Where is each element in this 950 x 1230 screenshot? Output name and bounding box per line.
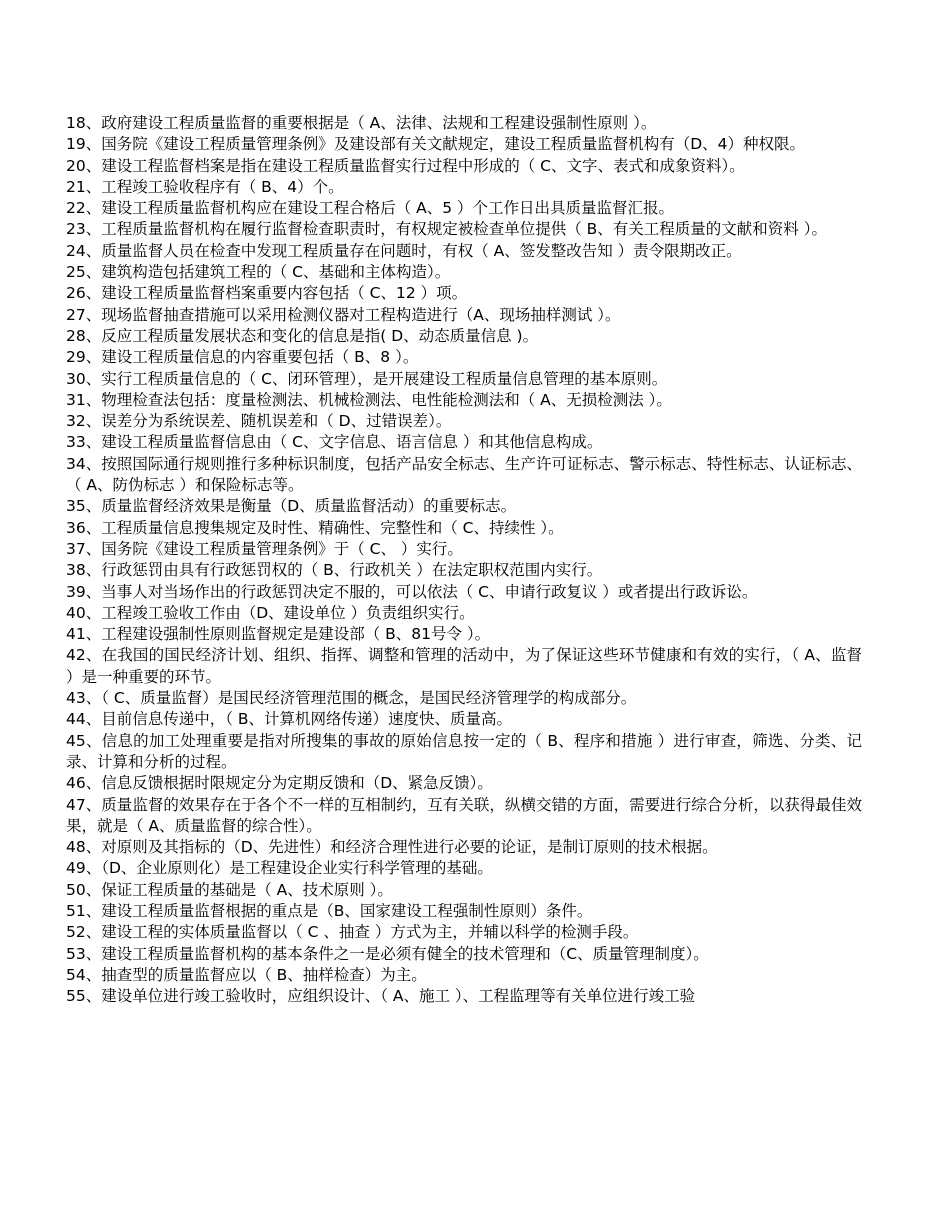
document-page bbox=[66, 113, 862, 1007]
question-item-44: 44、目前信息传递中，（ B、计算机网络传递）速度快、质量高。 bbox=[66, 710, 513, 729]
question-item-46: 46、信息反馈根据时限规定分为定期反馈和（D、紧急反馈）。 bbox=[66, 774, 493, 793]
question-item-23: 23、工程质量监督机构在履行监督检查职责时，有权规定被检查单位提供（ B、有关工程质量的文献和资料 ）。 bbox=[66, 220, 827, 239]
question-item-35: 35、质量监督经济效果是衡量（D、质量监督活动）的重要标志。 bbox=[66, 497, 517, 516]
question-item-47: 47、质量监督的效果存在于各个不一样的互相制约，互有关联，纵横交错的方面，需要进行综合分析，以获得最佳效果，就是（ A、质量监督的综合性）。 bbox=[66, 795, 862, 835]
question-item-30: 30、实行工程质量信息的（ C、闭环管理），是开展建设工程质量信息管理的基本原则。 bbox=[66, 369, 668, 388]
question-item-45: 45、信息的加工处理重要是指对所搜集的事故的原始信息按一定的（ B、程序和措施 ）进行审查，筛选、分类、记录、计算和分析的过程。 bbox=[66, 731, 862, 771]
question-item-28: 28、反应工程质量发展状态和变化的信息是指( D、动态质量信息 )。 bbox=[66, 326, 539, 345]
question-item-49: 49、（D、企业原则化）是工程建设企业实行科学管理的基础。 bbox=[66, 859, 493, 878]
question-item-19: 19、国务院《建设工程质量管理条例》及建设部有关文献规定，建设工程质量监督机构有（D、4）种权限。 bbox=[66, 135, 806, 154]
question-item-33: 33、建设工程质量监督信息由（ C、文字信息、语言信息 ）和其他信息构成。 bbox=[66, 433, 603, 452]
question-item-53: 53、建设工程质量监督机构的基本条件之一是必须有健全的技术管理和（C、质量管理制度）。 bbox=[66, 944, 709, 963]
question-item-38: 38、行政惩罚由具有行政惩罚权的（ B、行政机关 ）在法定职权范围内实行。 bbox=[66, 561, 603, 580]
question-item-51: 51、建设工程质量监督根据的重点是（B、国家建设工程强制性原则）条件。 bbox=[66, 901, 593, 920]
question-item-50: 50、保证工程质量的基础是（ A、技术原则 ）。 bbox=[66, 880, 393, 899]
question-item-29: 29、建设工程质量信息的内容重要包括（ B、8 ）。 bbox=[66, 348, 419, 367]
question-item-37: 37、国务院《建设工程质量管理条例》于（ C、 ）实行。 bbox=[66, 539, 463, 558]
question-item-20: 20、建设工程监督档案是指在建设工程质量监督实行过程中形成的（ C、文字、表式和成象资料）。 bbox=[66, 156, 745, 175]
question-item-39: 39、当事人对当场作出的行政惩罚决定不服的，可以依法（ C、申请行政复议 ）或者提出行政诉讼。 bbox=[66, 582, 758, 601]
question-item-32: 32、误差分为系统误差、随机误差和（ D、过错误差）。 bbox=[66, 412, 452, 431]
question-item-26: 26、建设工程质量监督档案重要内容包括（ C、12 ）项。 bbox=[66, 284, 468, 303]
question-item-24: 24、质量监督人员在检查中发现工程质量存在问题时，有权（ A、签发整改告知 ）责令限期改正。 bbox=[66, 241, 742, 260]
question-item-55: 55、建设单位进行竣工验收时，应组织设计、（ A、施工 ）、工程监理等有关单位进行竣工验 bbox=[66, 987, 696, 1006]
question-item-22: 22、建设工程质量监督机构应在建设工程合格后（ A、5 ）个工作日出具质量监督汇报。 bbox=[66, 199, 675, 218]
question-item-36: 36、工程质量信息搜集规定及时性、精确性、完整性和（ C、持续性 ）。 bbox=[66, 518, 564, 537]
question-item-48: 48、对原则及其指标的（D、先进性）和经济合理性进行必要的论证，是制订原则的技术根据。 bbox=[66, 838, 718, 857]
question-item-41: 41、工程建设强制性原则监督规定是建设部（ B、81号令 ）。 bbox=[66, 625, 491, 644]
question-item-52: 52、建设工程的实体质量监督以（ C 、抽查 ）方式为主，并辅以科学的检测手段。 bbox=[66, 923, 639, 942]
question-item-42: 42、在我国的国民经济计划、组织、指挥、调整和管理的活动中，为了保证这些环节健康和有效的实行，（ A、监督 ）是一种重要的环节。 bbox=[66, 646, 862, 686]
question-item-40: 40、工程竣工验收工作由（D、建设单位 ）负责组织实行。 bbox=[66, 603, 475, 622]
question-item-31: 31、物理检查法包括：度量检测法、机械检测法、电性能检测法和（ A、无损检测法 ）。 bbox=[66, 390, 672, 409]
question-item-43: 43、（ C、质量监督）是国民经济管理范围的概念，是国民经济管理学的构成部分。 bbox=[66, 689, 637, 708]
question-item-21: 21、工程竣工验收程序有（ B、4）个。 bbox=[66, 177, 344, 196]
question-item-25: 25、建筑构造包括建筑工程的（ C、基础和主体构造）。 bbox=[66, 263, 451, 282]
question-item-54: 54、抽查型的质量监督应以（ B、抽样检查）为主。 bbox=[66, 965, 427, 984]
question-item-27: 27、现场监督抽查措施可以采用检测仪器对工程构造进行（A、现场抽样测试 ）。 bbox=[66, 305, 621, 324]
question-item-18: 18、政府建设工程质量监督的重要根据是（ A、法律、法规和工程建设强制性原则 ）。 bbox=[66, 114, 657, 132]
question-item-34: 34、按照国际通行规则推行多种标识制度，包括产品安全标志、生产许可证标志、警示标志、特性标志、认证标志、（ A、防伪标志 ）和保险标志等。 bbox=[66, 454, 862, 495]
